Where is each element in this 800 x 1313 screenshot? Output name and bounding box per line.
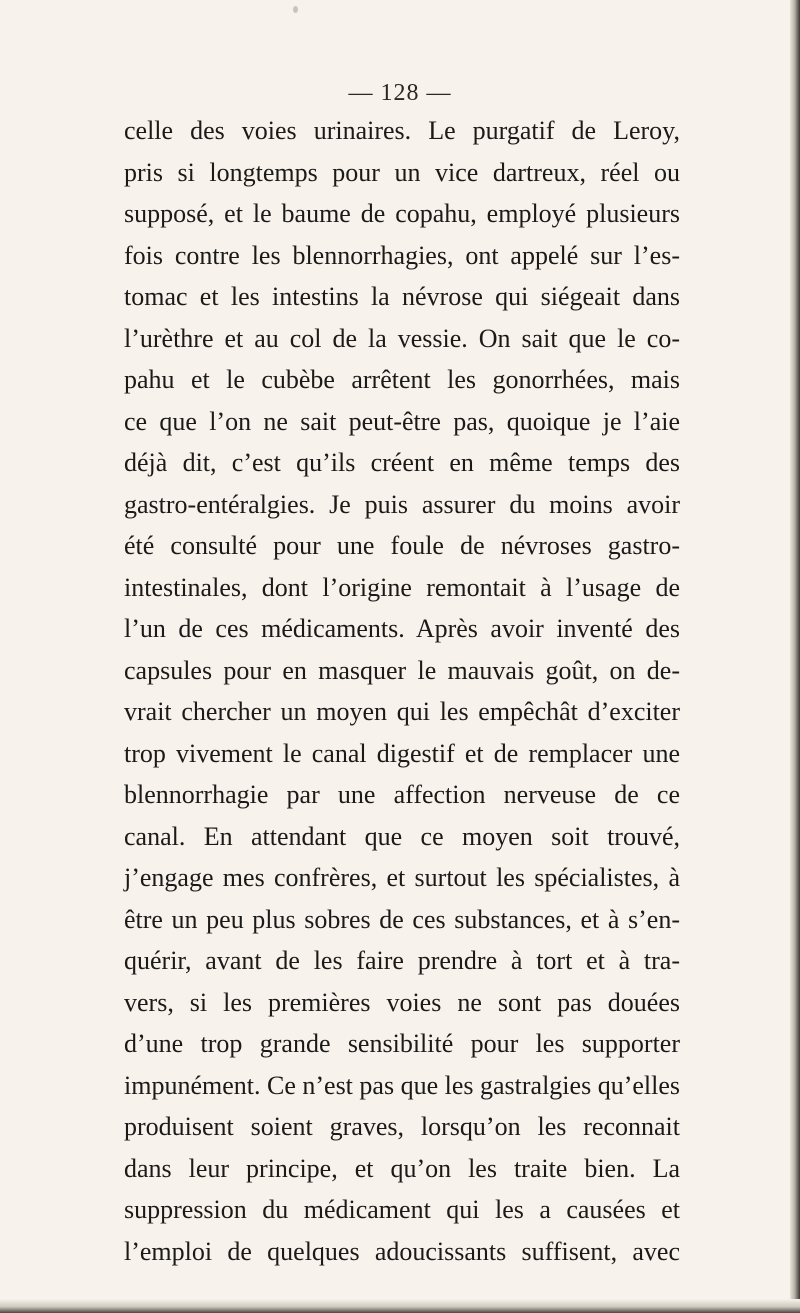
- text-line: quérir, avant de les faire prendre à tort et à tra-: [124, 946, 680, 975]
- page-edge-shadow: [790, 0, 800, 1313]
- text-line: blennorrhagie par une affection nerveuse de ce: [124, 780, 680, 809]
- text-line: déjà dit, c’est qu’ils créent en même temps des: [124, 448, 680, 477]
- text-line: intestinales, dont l’origine remontait à l’usage de: [124, 572, 680, 602]
- text-line: j’engage mes confrères, et surtout les spécialistes, à: [124, 863, 680, 892]
- text-line: suppression du médicament qui les a causées et: [124, 1195, 680, 1224]
- text-line: impunément. Ce n’est pas que les gastralgies qu’elles: [124, 1070, 680, 1100]
- text-line: celle des voies urinaires. Le purgatif de Leroy,: [124, 116, 680, 145]
- text-line: dans leur principe, et qu’on les traite bien. La: [124, 1153, 680, 1183]
- text-line: l’un de ces médicaments. Après avoir inventé des: [124, 614, 680, 643]
- page-bottom-shadow: [0, 1299, 800, 1313]
- text-line: l’emploi de quelques adoucissants suffisent, avec: [124, 1236, 680, 1266]
- paper-speck: [293, 6, 298, 13]
- text-line: pahu et le cubèbe arrêtent les gonorrhées, mais: [124, 365, 680, 394]
- text-line: tomac et les intestins la névrose qui siégeait dans: [124, 282, 680, 311]
- text-line: supposé, et le baume de copahu, employé plusieurs: [124, 199, 680, 228]
- text-line: pris si longtemps pour un vice dartreux, réel ou: [124, 157, 680, 187]
- text-line: capsules pour en masquer le mauvais goût, on de-: [124, 655, 680, 685]
- text-line: été consulté pour une foule de névroses gastro-: [124, 531, 680, 560]
- text-line: d’une trop grande sensibilité pour les supporter: [124, 1029, 680, 1058]
- text-line: l’urèthre et au col de la vessie. On sait que le co-: [124, 323, 680, 353]
- page-number: — 128 —: [348, 80, 452, 106]
- text-line: ce que l’on ne sait peut-être pas, quoique je l’aie: [124, 406, 680, 436]
- text-line: être un peu plus sobres de ces substances, et à s’en-: [124, 904, 680, 934]
- text-line: vers, si les premières voies ne sont pas douées: [124, 987, 680, 1017]
- text-line: produisent soient graves, lorsqu’on les reconnait: [124, 1112, 680, 1141]
- text-line: fois contre les blennorrhagies, ont appelé sur l’es-: [124, 240, 680, 270]
- text-line: gastro-entéralgies. Je puis assurer du moins avoir: [124, 489, 680, 519]
- text-line: trop vivement le canal digestif et de remplacer une: [124, 738, 680, 768]
- text-line: vrait chercher un moyen qui les empêchât d’exciter: [124, 697, 680, 726]
- text-line: canal. En attendant que ce moyen soit trouvé,: [124, 821, 680, 851]
